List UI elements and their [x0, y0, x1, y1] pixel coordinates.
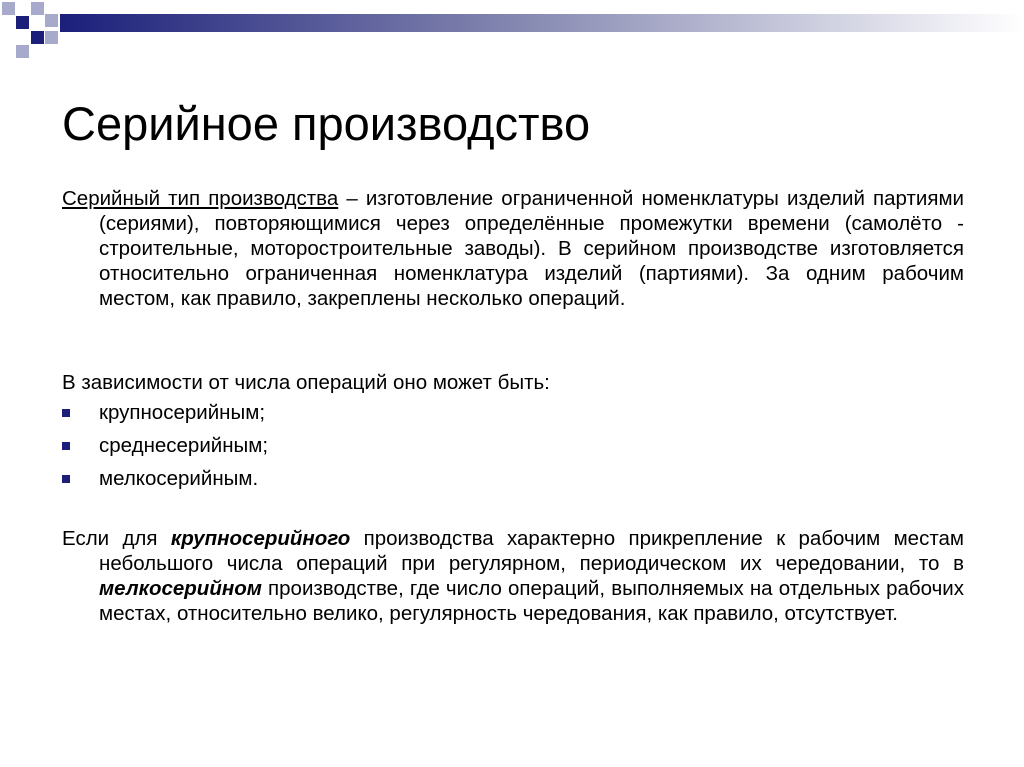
definition-paragraph: [62, 186, 964, 311]
decorative-header-bar: [0, 0, 1024, 60]
square-bullet-icon: [62, 442, 70, 450]
comparison-text-3: производстве, где число операций, выполняемых на отдельных рабочих местах, относительно велико, регулярность чередования, как правило, отсутствует.: [99, 577, 964, 625]
list-item-label: крупносерийным;: [99, 401, 266, 424]
comparison-text-1: Если для: [62, 527, 171, 550]
emphasis-small-series: мелкосерийном: [99, 577, 262, 600]
emphasis-large-series: крупносерийного: [170, 527, 351, 550]
comparison-paragraph: [62, 526, 964, 626]
definition-term: Серийный тип производства: [62, 187, 339, 210]
square-bullet-icon: [62, 409, 70, 417]
square-bullet-icon: [62, 475, 70, 483]
comparison-text-2: производства характерно прикрепление к рабочим местам небольшого числа операций при регулярном, периодическом их чередовании, то в: [99, 527, 964, 575]
list-item-label: мелкосерийным.: [99, 467, 259, 490]
definition-text: – изготовление ограниченной номенклатуры изделий партиями (сериями), повторяющимися через определённые промежутки времени (самолёто - строительные, моторостроительные заводы). В серийном производстве изготовляется относительно ограниченная номенклатура изделий (партиями). За одним рабочим местом, как правило, закреплены несколько операций.: [99, 187, 964, 310]
types-lead: В зависимости от числа операций оно может быть:: [62, 371, 550, 394]
list-item-label: среднесерийным;: [99, 434, 269, 457]
slide-title: Серийное производство: [62, 97, 591, 150]
